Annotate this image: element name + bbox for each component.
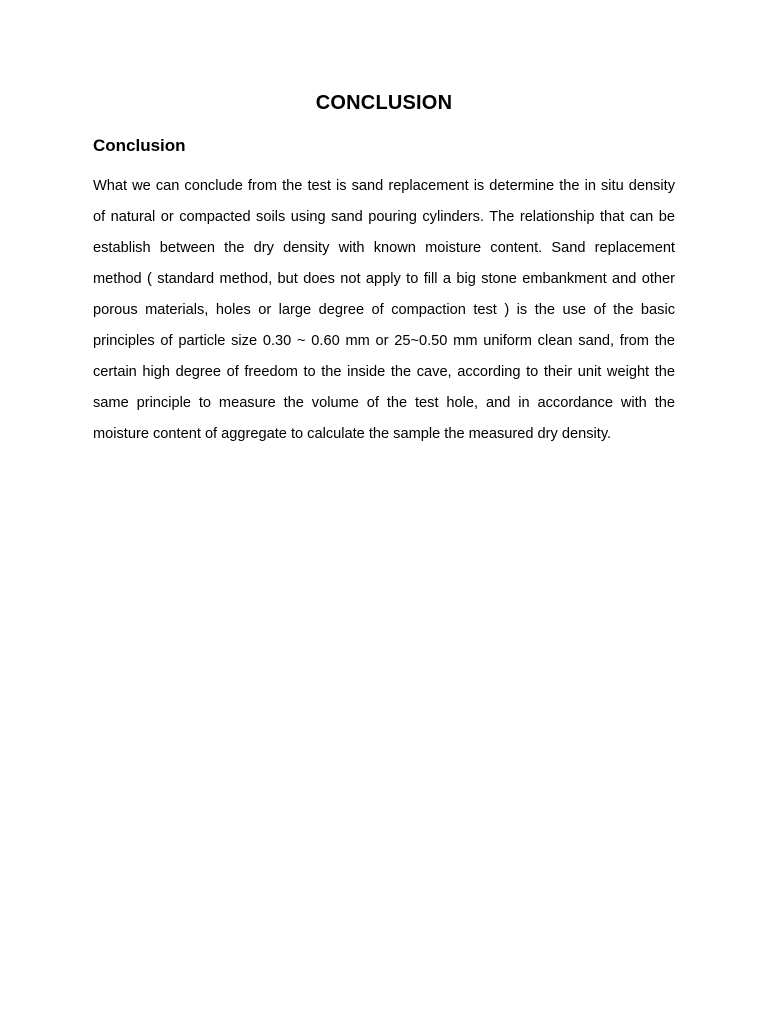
section-heading: Conclusion xyxy=(93,136,186,155)
page-title: CONCLUSION xyxy=(315,92,453,114)
conclusion-paragraph: What we can conclude from the test is sand replacement is determine the in situ density of natural or compacted soils using sand pouring cylinders. The relationship that can be establish between the dry density with known moisture content. Sand replacement method ( standard method, but does not apply to fill a big stone embankment and other porous materials, holes or large degree of compaction test ) is the use of the basic principles of particle size 0.30 ~ 0.60 mm or 25~0.50 mm uniform clean sand, from the certain high degree of freedom to the inside the cave, according to their unit weight the same principle to measure the volume of the test hole, and in accordance with the moisture content of aggregate to calculate the sample the measured dry density. xyxy=(93,178,675,442)
